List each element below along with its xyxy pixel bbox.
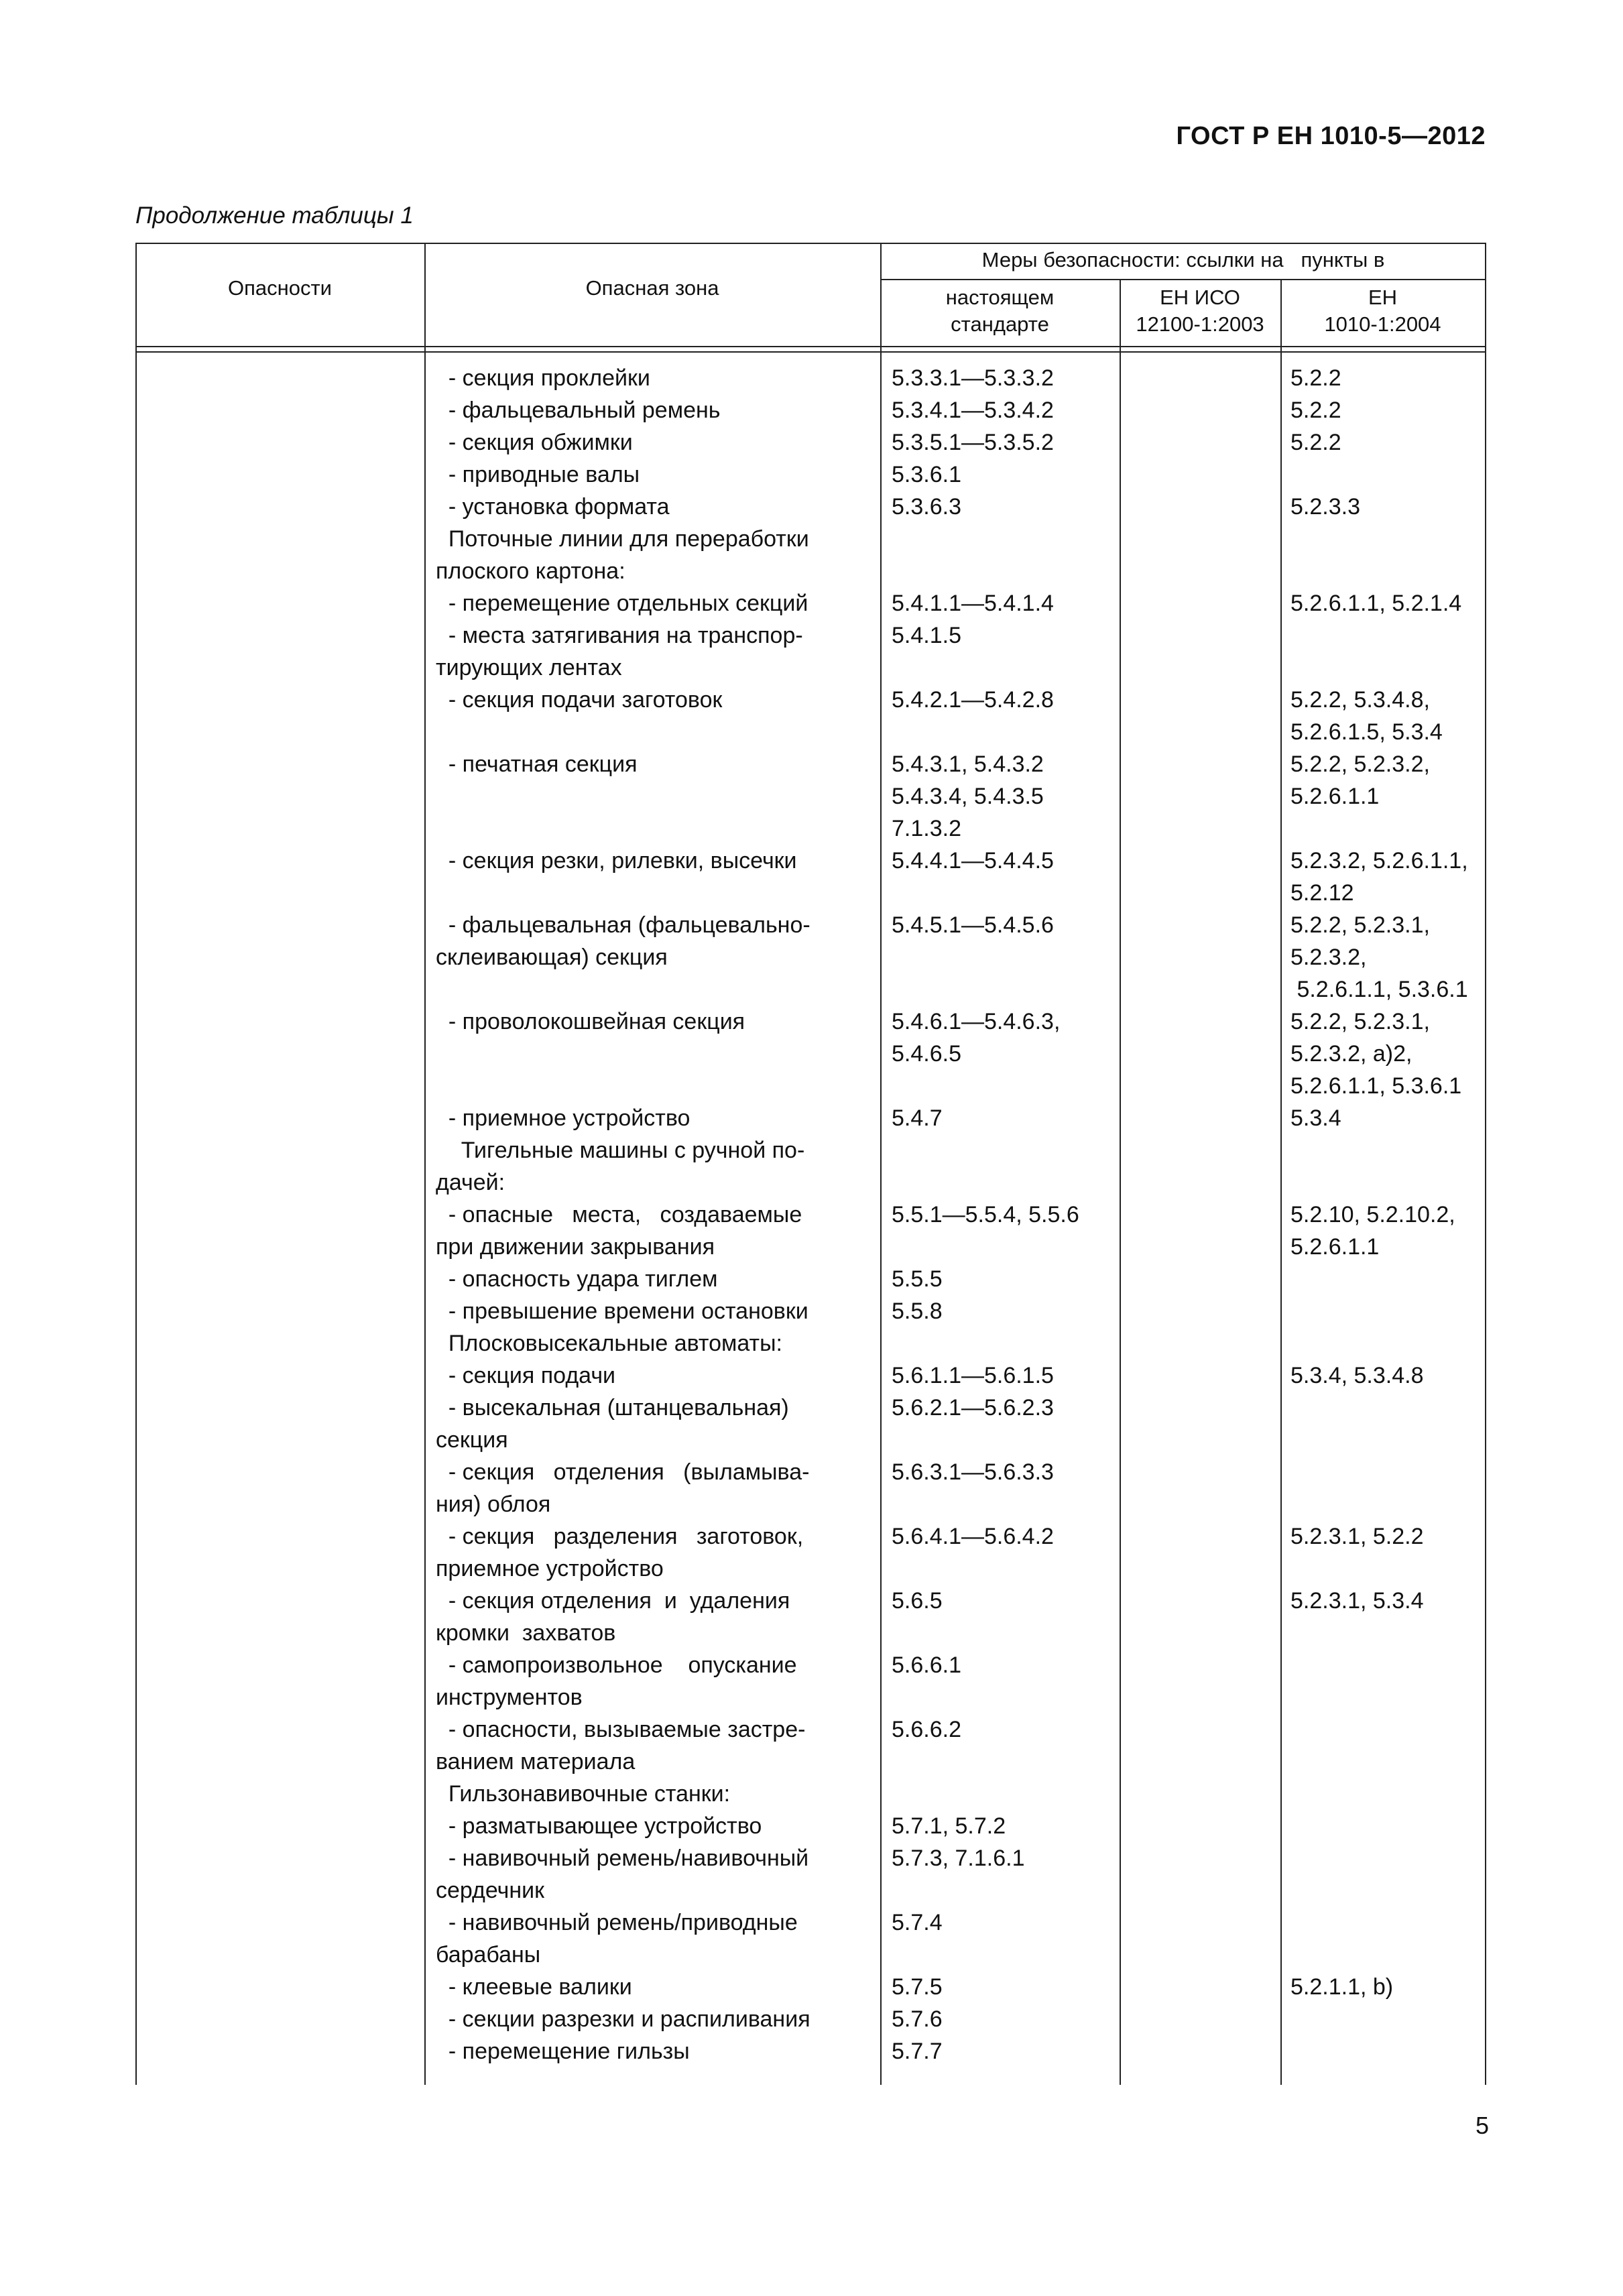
hazard-zone-cell: - навивочный ремень/навивочный	[436, 1846, 809, 1871]
hazard-zone-cell: сердечник	[436, 1878, 545, 1903]
table-row	[135, 1810, 1486, 1842]
en-ref-cell: 5.2.2, 5.2.3.1,	[1290, 1009, 1430, 1034]
table-row	[135, 1585, 1486, 1617]
table-row	[135, 812, 1486, 845]
hazard-zone-cell: - опасные места, создаваемые	[436, 1202, 802, 1227]
table-row	[135, 652, 1486, 684]
table-row	[135, 684, 1486, 716]
std-ref-cell: 5.4.7	[892, 1105, 943, 1131]
hazard-zone-cell: - секция резки, рилевки, высечки	[436, 848, 797, 873]
table-row	[135, 1166, 1486, 1199]
std-ref-cell: 5.6.4.1—5.6.4.2	[892, 1524, 1054, 1549]
page-number: 5	[1475, 2112, 1489, 2139]
en-ref-cell: 5.2.3.1, 5.2.2	[1290, 1524, 1424, 1549]
hazard-zone-cell: - секция подачи заготовок	[436, 687, 723, 713]
hazard-zone-cell: секция	[436, 1427, 508, 1453]
header-iso-line2: 12100-1:2003	[1136, 312, 1264, 336]
hazard-zone-cell: - секция отделения (выламыва-	[436, 1459, 810, 1485]
std-ref-cell: 5.6.6.1	[892, 1652, 961, 1678]
header-en-line1: ЕН	[1368, 286, 1398, 309]
table-row	[135, 2003, 1486, 2035]
en-ref-cell: 5.2.3.1, 5.3.4	[1290, 1588, 1424, 1614]
std-ref-cell: 5.4.1.1—5.4.1.4	[892, 591, 1054, 616]
table-row	[135, 1842, 1486, 1874]
en-ref-cell: 5.2.3.2, 5.2.6.1.1,	[1290, 848, 1468, 873]
hazard-zone-cell: - проволокошвейная секция	[436, 1009, 745, 1034]
en-ref-cell: 5.2.2, 5.3.4.8,	[1290, 687, 1430, 713]
hazard-zone-cell: - перемещение отдельных секций	[436, 591, 808, 616]
std-ref-cell: 5.4.5.1—5.4.5.6	[892, 912, 1054, 938]
std-ref-cell: 5.4.3.4, 5.4.3.5	[892, 784, 1044, 809]
header-hazards: Опасности	[227, 276, 332, 300]
en-ref-cell: 5.3.4	[1290, 1105, 1341, 1131]
std-ref-cell: 5.7.6	[892, 2006, 943, 2032]
hazard-zone-cell: - фальцевальная (фальцевально-	[436, 912, 810, 938]
std-ref-cell: 5.4.6.1—5.4.6.3,	[892, 1009, 1061, 1034]
hazard-zone-cell: тирующих лентах	[436, 655, 622, 680]
hazard-zone-cell: - установка формата	[436, 494, 670, 520]
table-row	[135, 459, 1486, 491]
table-row	[135, 716, 1486, 748]
std-ref-cell: 5.3.6.3	[892, 494, 961, 520]
hazard-zone-cell: - секция проклейки	[436, 365, 650, 391]
table-row	[135, 1199, 1486, 1231]
en-ref-cell: 5.2.10, 5.2.10.2,	[1290, 1202, 1455, 1227]
header-bottom-line-2	[135, 351, 1486, 353]
en-ref-cell: 5.3.4, 5.3.4.8	[1290, 1363, 1424, 1388]
std-ref-cell: 5.7.7	[892, 2039, 943, 2064]
en-ref-cell: 5.2.1.1, b)	[1290, 1974, 1394, 2000]
hazard-zone-cell: - опасность удара тиглем	[436, 1266, 718, 1292]
table-row	[135, 619, 1486, 652]
std-ref-cell: 5.3.4.1—5.3.4.2	[892, 398, 1054, 423]
en-ref-cell: 5.2.6.1.1, 5.2.1.4	[1290, 591, 1462, 616]
std-ref-cell: 5.6.5	[892, 1588, 943, 1614]
table-row	[135, 2035, 1486, 2067]
header-en-line2: 1010-1:2004	[1324, 312, 1441, 336]
en-ref-cell: 5.2.6.1.1, 5.3.6.1	[1290, 1073, 1462, 1099]
table-row	[135, 1456, 1486, 1488]
table-row	[135, 1006, 1486, 1038]
hazard-zone-cell: - приводные валы	[436, 462, 640, 487]
hazard-zone-cell: инструментов	[436, 1685, 583, 1710]
table-row	[135, 587, 1486, 619]
table-row	[135, 1939, 1486, 1971]
table-row	[135, 1231, 1486, 1263]
table-row	[135, 523, 1486, 555]
hazard-zone-cell: - превышение времени остановки	[436, 1298, 808, 1324]
table-row	[135, 1713, 1486, 1746]
hazard-zone-cell: - приемное устройство	[436, 1105, 690, 1131]
hazard-zone-cell: - навивочный ремень/приводные	[436, 1910, 798, 1935]
std-ref-cell: 5.6.6.2	[892, 1717, 961, 1742]
header-iso-line1: ЕН ИСО	[1160, 286, 1240, 309]
table-row	[135, 1520, 1486, 1553]
std-ref-cell: 5.6.2.1—5.6.2.3	[892, 1395, 1054, 1421]
std-ref-cell: 5.4.1.5	[892, 623, 961, 648]
table-row	[135, 1038, 1486, 1070]
hazard-zone-cell: - фальцевальный ремень	[436, 398, 721, 423]
std-ref-cell: 5.7.5	[892, 1974, 943, 2000]
hazard-zone-cell: - секция обжимки	[436, 430, 633, 455]
table-row	[135, 1874, 1486, 1907]
hazard-zone-cell: - печатная секция	[436, 751, 638, 777]
table-border-top	[135, 243, 1486, 244]
hazard-zone-cell: - самопроизвольное опускание	[436, 1652, 797, 1678]
hazard-zone-cell: - клеевые валики	[436, 1974, 632, 2000]
table-row	[135, 941, 1486, 973]
table-row	[135, 845, 1486, 877]
en-ref-cell: 5.2.2	[1290, 398, 1341, 423]
hazard-zone-cell: - секция отделения и удаления	[436, 1588, 790, 1614]
std-ref-cell: 7.1.3.2	[892, 816, 961, 841]
hazard-zone-cell: - высекальная (штанцевальная)	[436, 1395, 789, 1421]
hazard-zone-cell: - перемещение гильзы	[436, 2039, 690, 2064]
hazard-zone-cell: - секции разрезки и распиливания	[436, 2006, 810, 2032]
std-ref-cell: 5.7.1, 5.7.2	[892, 1813, 1006, 1839]
table-row	[135, 394, 1486, 426]
measures-header-divider	[880, 279, 1486, 280]
std-ref-cell: 5.4.3.1, 5.4.3.2	[892, 751, 1044, 777]
en-ref-cell: 5.2.2	[1290, 365, 1341, 391]
std-ref-cell: 5.7.4	[892, 1910, 943, 1935]
table-row	[135, 1488, 1486, 1520]
en-ref-cell: 5.2.6.1.1	[1290, 1234, 1380, 1260]
table-row	[135, 1778, 1486, 1810]
table-row	[135, 1327, 1486, 1360]
std-ref-cell: 5.4.6.5	[892, 1041, 961, 1067]
table-row	[135, 491, 1486, 523]
header-bottom-line-1	[135, 346, 1486, 347]
en-ref-cell: 5.2.2, 5.2.3.2,	[1290, 751, 1430, 777]
table-row	[135, 1392, 1486, 1424]
table-row	[135, 1681, 1486, 1713]
en-ref-cell: 5.2.6.1.1, 5.3.6.1	[1290, 977, 1468, 1002]
hazard-zone-cell: - секция разделения заготовок,	[436, 1524, 804, 1549]
hazard-zone-cell: плоского картона:	[436, 558, 625, 584]
table-row	[135, 1070, 1486, 1102]
hazard-zone-cell: дачей:	[436, 1170, 505, 1195]
std-ref-cell: 5.6.1.1—5.6.1.5	[892, 1363, 1054, 1388]
std-ref-cell: 5.7.3, 7.1.6.1	[892, 1846, 1025, 1871]
std-ref-cell: 5.4.2.1—5.4.2.8	[892, 687, 1054, 713]
hazard-zone-cell: - секция подачи	[436, 1363, 616, 1388]
std-ref-cell: 5.5.8	[892, 1298, 943, 1324]
en-ref-cell: 5.2.3.2, a)2,	[1290, 1041, 1412, 1067]
table-row	[135, 555, 1486, 587]
hazard-zone-cell: Поточные линии для переработки	[436, 526, 809, 552]
table-row	[135, 1649, 1486, 1681]
std-ref-cell: 5.5.5	[892, 1266, 943, 1292]
table-row	[135, 362, 1486, 394]
table-row	[135, 877, 1486, 909]
en-ref-cell: 5.2.6.1.5, 5.3.4	[1290, 719, 1443, 745]
hazard-zone-cell: при движении закрывания	[436, 1234, 715, 1260]
std-ref-cell: 5.4.4.1—5.4.4.5	[892, 848, 1054, 873]
hazard-zone-cell: приемное устройство	[436, 1556, 664, 1581]
table-row	[135, 973, 1486, 1006]
en-ref-cell: 5.2.12	[1290, 880, 1354, 906]
table-row	[135, 1553, 1486, 1585]
hazard-zone-cell: кромки захватов	[436, 1620, 616, 1646]
table-row	[135, 1971, 1486, 2003]
header-std-line1: настоящем	[945, 286, 1055, 309]
header-measures: Меры безопасности: ссылки на пункты в	[981, 248, 1385, 271]
table-row	[135, 1617, 1486, 1649]
hazard-zone-cell: барабаны	[436, 1942, 541, 1968]
table-row	[135, 1263, 1486, 1295]
en-ref-cell: 5.2.3.2,	[1290, 945, 1367, 970]
table-row	[135, 780, 1486, 812]
std-ref-cell: 5.6.3.1—5.6.3.3	[892, 1459, 1054, 1485]
en-ref-cell: 5.2.2	[1290, 430, 1341, 455]
std-ref-cell: 5.5.1—5.5.4, 5.5.6	[892, 1202, 1079, 1227]
table-row	[135, 1907, 1486, 1939]
table-row	[135, 426, 1486, 459]
en-ref-cell: 5.2.6.1.1	[1290, 784, 1380, 809]
std-ref-cell: 5.3.6.1	[892, 462, 961, 487]
header-std-line2: стандарте	[951, 312, 1049, 336]
table-row	[135, 1746, 1486, 1778]
hazard-zone-cell: ния) облоя	[436, 1492, 551, 1517]
document-code: ГОСТ Р ЕН 1010-5—2012	[1176, 122, 1486, 150]
en-ref-cell: 5.2.3.3	[1290, 494, 1360, 520]
std-ref-cell: 5.3.5.1—5.3.5.2	[892, 430, 1054, 455]
hazard-zone-cell: - разматывающее устройство	[436, 1813, 762, 1839]
hazard-zone-cell: - места затягивания на транспор-	[436, 623, 803, 648]
hazard-zone-cell: - опасности, вызываемые застре-	[436, 1717, 806, 1742]
table-row	[135, 1134, 1486, 1166]
hazard-zone-cell: ванием материала	[436, 1749, 636, 1774]
table-row	[135, 1295, 1486, 1327]
table-caption: Продолжение таблицы 1	[135, 202, 414, 229]
table-row	[135, 748, 1486, 780]
hazard-zone-cell: Гильзонавивочные станки:	[436, 1781, 731, 1807]
std-ref-cell: 5.3.3.1—5.3.3.2	[892, 365, 1054, 391]
table-row	[135, 1102, 1486, 1134]
hazard-zone-cell: склеивающая) секция	[436, 945, 668, 970]
header-zone: Опасная зона	[585, 276, 719, 300]
en-ref-cell: 5.2.2, 5.2.3.1,	[1290, 912, 1430, 938]
hazard-zone-cell: Плосковысекальные автоматы:	[436, 1331, 783, 1356]
table-row	[135, 1424, 1486, 1456]
table-row	[135, 909, 1486, 941]
hazard-zone-cell: Тигельные машины с ручной по-	[436, 1138, 805, 1163]
table-row	[135, 1360, 1486, 1392]
safety-table	[135, 243, 1486, 2085]
